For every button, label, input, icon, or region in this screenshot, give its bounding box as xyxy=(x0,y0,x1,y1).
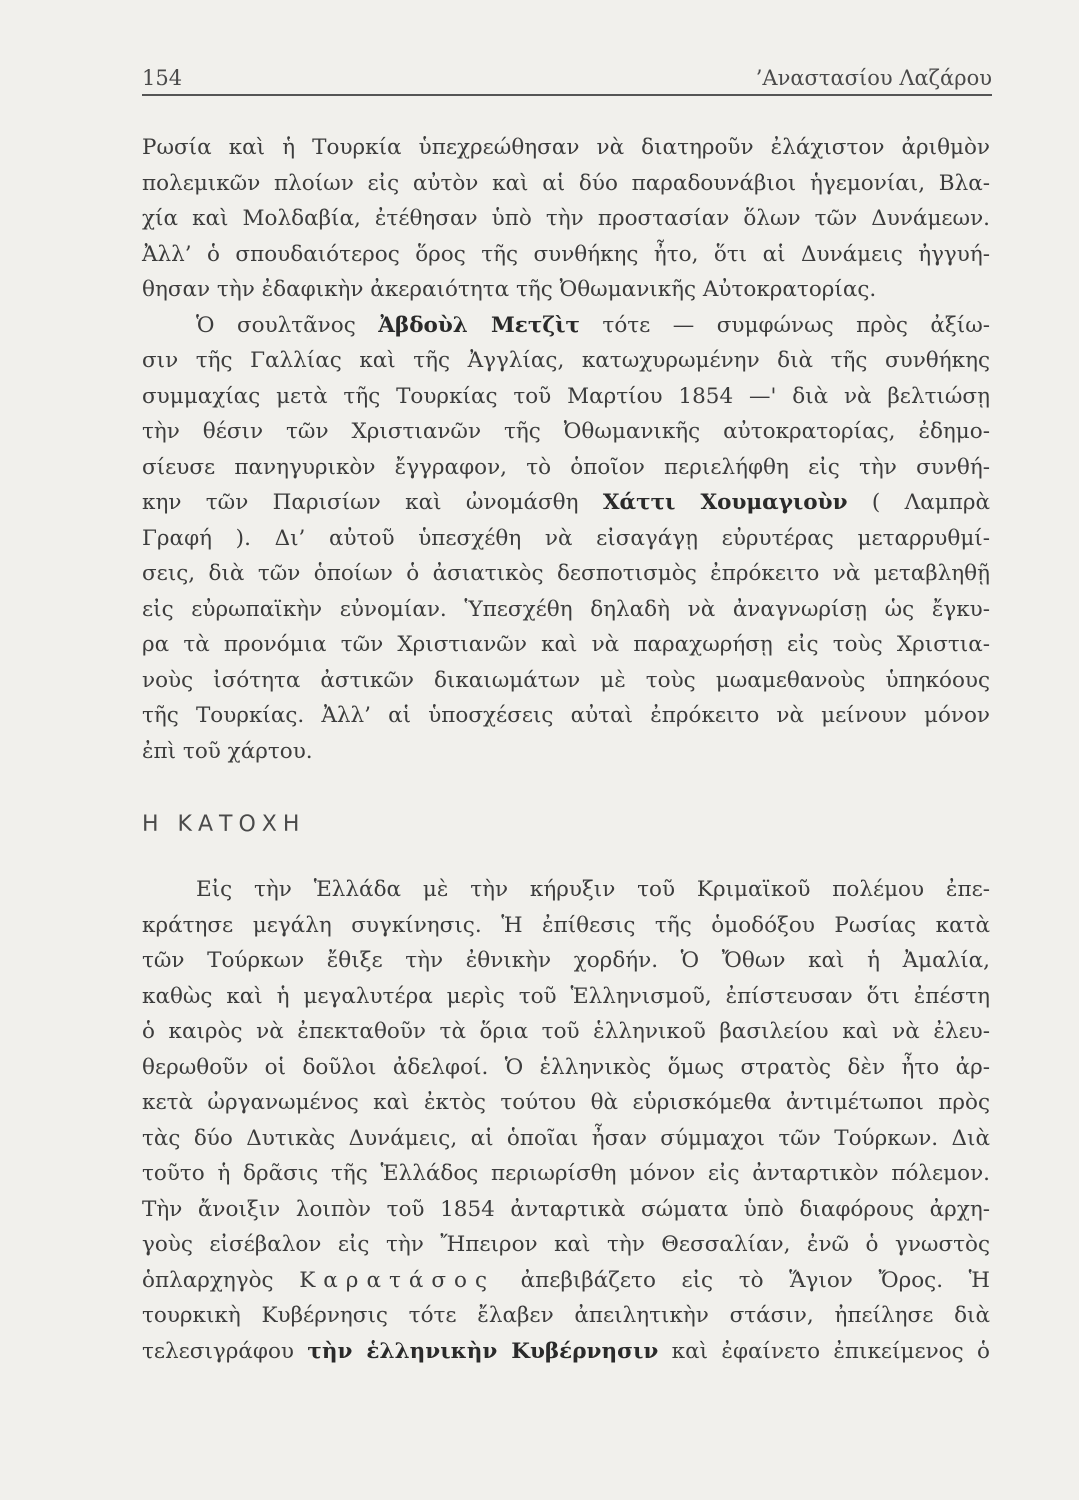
text-line: θησαν τὴν ἐδαφικὴν ἀκεραιότητα τῆς Ὀθωμανικῆς Αὐτοκρατορίας. xyxy=(142,277,877,302)
text-line: τῆς Τουρκίας. Ἀλλ’ αἱ ὑποσχέσεις αὐταὶ ἐπρόκειτο νὰ μείνουν μόνον xyxy=(142,703,990,728)
text-fragment: τελεσιγράφου xyxy=(142,1338,294,1364)
text-line: κράτησε μεγάλη συγκίνησις. Ἡ ἐπίθεσις τῆς ὁμοδόξου Ρωσίας κατὰ xyxy=(142,912,990,938)
text-line: τοῦτο ἡ δρᾶσις τῆς Ἑλλάδος περιωρίσθη μόνον εἰς ἀνταρτικὸν πόλεμον. xyxy=(142,1161,990,1186)
text-line: σίευσε πανηγυρικὸν ἔγγραφον, τὸ ὁποῖον περιελήφθη εἰς τὴν συνθή- xyxy=(142,454,990,480)
text-fragment: ὁπλαρχηγὸς xyxy=(142,1267,274,1293)
text-line: κετὰ ὠργανωμένος καὶ ἐκτὸς τούτου θὰ εὑρισκόμεθα ἀντιμέτωποι πρὸς xyxy=(142,1090,990,1115)
text-line: ὁ καιρὸς νὰ ἐπεκταθοῦν τὰ ὅρια τοῦ ἑλληνικοῦ βασιλείου καὶ νὰ ἐλευ- xyxy=(142,1019,990,1044)
text-line: σεις, διὰ τῶν ὁποίων ὁ ἀσιατικὸς δεσποτισμὸς ἐπρόκειτο νὰ μεταβληθῇ xyxy=(142,561,990,586)
text-line: τῶν Τούρκων ἔθιξε τὴν ἐθνικὴν χορδήν. Ὁ Ὄθων καὶ ἡ Ἀμαλία, xyxy=(142,948,990,973)
running-head: ’Αναστασίου Λαζάρου xyxy=(755,66,992,90)
page-header xyxy=(142,62,992,96)
emphasized-text: τὴν ἑλληνικὴν Κυβέρνησιν xyxy=(307,1338,659,1364)
text-line: συμμαχίας μετὰ τῆς Τουρκίας τοῦ Μαρτίου 1854 —' διὰ νὰ βελτιώσῃ xyxy=(142,383,990,409)
text-fragment: ἀπεβιβάζετο εἰς τὸ Ἅγιον Ὄρος. Ἡ xyxy=(520,1267,990,1293)
text-line xyxy=(142,485,990,521)
text-line xyxy=(142,308,990,344)
text-line: χία καὶ Μολδαβία, ἐτέθησαν ὑπὸ τὴν προστασίαν ὅλων τῶν Δυνάμεων. xyxy=(142,206,990,231)
text-fragment: ( Λαμπρὰ xyxy=(871,490,990,515)
text-line: Εἰς τὴν Ἑλλάδα μὲ τὴν κήρυξιν τοῦ Κριμαϊκοῦ πολέμου ἐπε- xyxy=(196,877,990,902)
text-line: σιν τῆς Γαλλίας καὶ τῆς Ἀγγλίας, κατωχυρωμένην διὰ τῆς συνθήκης xyxy=(142,348,990,373)
text-line: ρα τὰ προνόμια τῶν Χριστιανῶν καὶ νὰ παραχωρήσῃ εἰς τοὺς Χριστια- xyxy=(142,632,990,657)
text-line: τὴν θέσιν τῶν Χριστιανῶν τῆς Ὀθωμανικῆς αὐτοκρατορίας, ἐδημο- xyxy=(142,419,990,444)
text-line: θερωθοῦν οἱ δοῦλοι ἀδελφοί. Ὁ ἑλληνικὸς ὅμως στρατὸς δὲν ἦτο ἀρ- xyxy=(142,1054,990,1080)
page-number: 154 xyxy=(142,66,183,90)
text-line: Ἀλλ’ ὁ σπουδαιότερος ὅρος τῆς συνθήκης ἦτο, ὅτι αἱ Δυνάμεις ἠγγυή- xyxy=(142,241,990,267)
text-fragment: καὶ ἐφαίνετο ἐπικείμενος ὁ xyxy=(671,1338,990,1364)
text-line xyxy=(142,1334,990,1370)
paragraph-2 xyxy=(142,308,990,770)
text-line: νοὺς ἰσότητα ἀστικῶν δικαιωμάτων μὲ τοὺς μωαμεθανοὺς ὑπηκόους xyxy=(142,667,990,693)
text-line: Ρωσία καὶ ἡ Τουρκία ὑπεχρεώθησαν νὰ διατηροῦν ἐλάχιστον ἀριθμὸν xyxy=(142,135,990,160)
text-line: πολεμικῶν πλοίων εἰς αὐτὸν καὶ αἱ δύο παραδουνάβιοι ἡγεμονίαι, Βλα- xyxy=(142,170,990,196)
text-line xyxy=(142,1263,990,1299)
text-line: τουρκικὴ Κυβέρνησις τότε ἔλαβεν ἀπειλητικὴν στάσιν, ἠπείλησε διὰ xyxy=(142,1303,990,1328)
text-fragment: τότε — συμφώνως πρὸς ἀξίω- xyxy=(602,312,990,338)
text-line: τὰς δύο Δυτικὰς Δυνάμεις, αἱ ὁποῖαι ἦσαν σύμμαχοι τῶν Τούρκων. Διὰ xyxy=(142,1125,990,1151)
person-name: Ἀβδοὺλ Μετζὶτ xyxy=(378,312,580,338)
paragraph-3 xyxy=(142,872,990,1369)
person-name: Καρατάσος xyxy=(299,1267,496,1293)
paragraph-1 xyxy=(142,130,990,308)
document-name: Χάττι Χουμαγιοὺν xyxy=(602,490,848,515)
text-line: ἐπὶ τοῦ χάρτου. xyxy=(142,738,313,764)
text-line: Γραφή ). Δι’ αὐτοῦ ὑπεσχέθη νὰ εἰσαγάγῃ εὐρυτέρας μεταρρυθμί- xyxy=(142,525,990,551)
text-fragment: κην τῶν Παρισίων καὶ ὠνομάσθη xyxy=(142,490,579,515)
text-line: εἰς εὐρωπαϊκὴν εὐνομίαν. Ὑπεσχέθη δηλαδὴ νὰ ἀναγνωρίσῃ ὡς ἔγκυ- xyxy=(142,596,990,622)
text-line: καθὼς καὶ ἡ μεγαλυτέρα μερὶς τοῦ Ἑλληνισμοῦ, ἐπίστευσαν ὅτι ἐπέστη xyxy=(142,983,990,1009)
text-line: Τὴν ἄνοιξιν λοιπὸν τοῦ 1854 ἀνταρτικὰ σώματα ὑπὸ διαφόρους ἀρχη- xyxy=(142,1196,990,1222)
text-fragment: Ὁ σουλτᾶνος xyxy=(196,312,356,338)
text-line: γοὺς εἰσέβαλον εἰς τὴν Ἤπειρον καὶ τὴν Θεσσαλίαν, ἐνῶ ὁ γνωστὸς xyxy=(142,1232,990,1257)
section-heading: Η ΚΑΤΟΧΗ xyxy=(142,812,306,837)
